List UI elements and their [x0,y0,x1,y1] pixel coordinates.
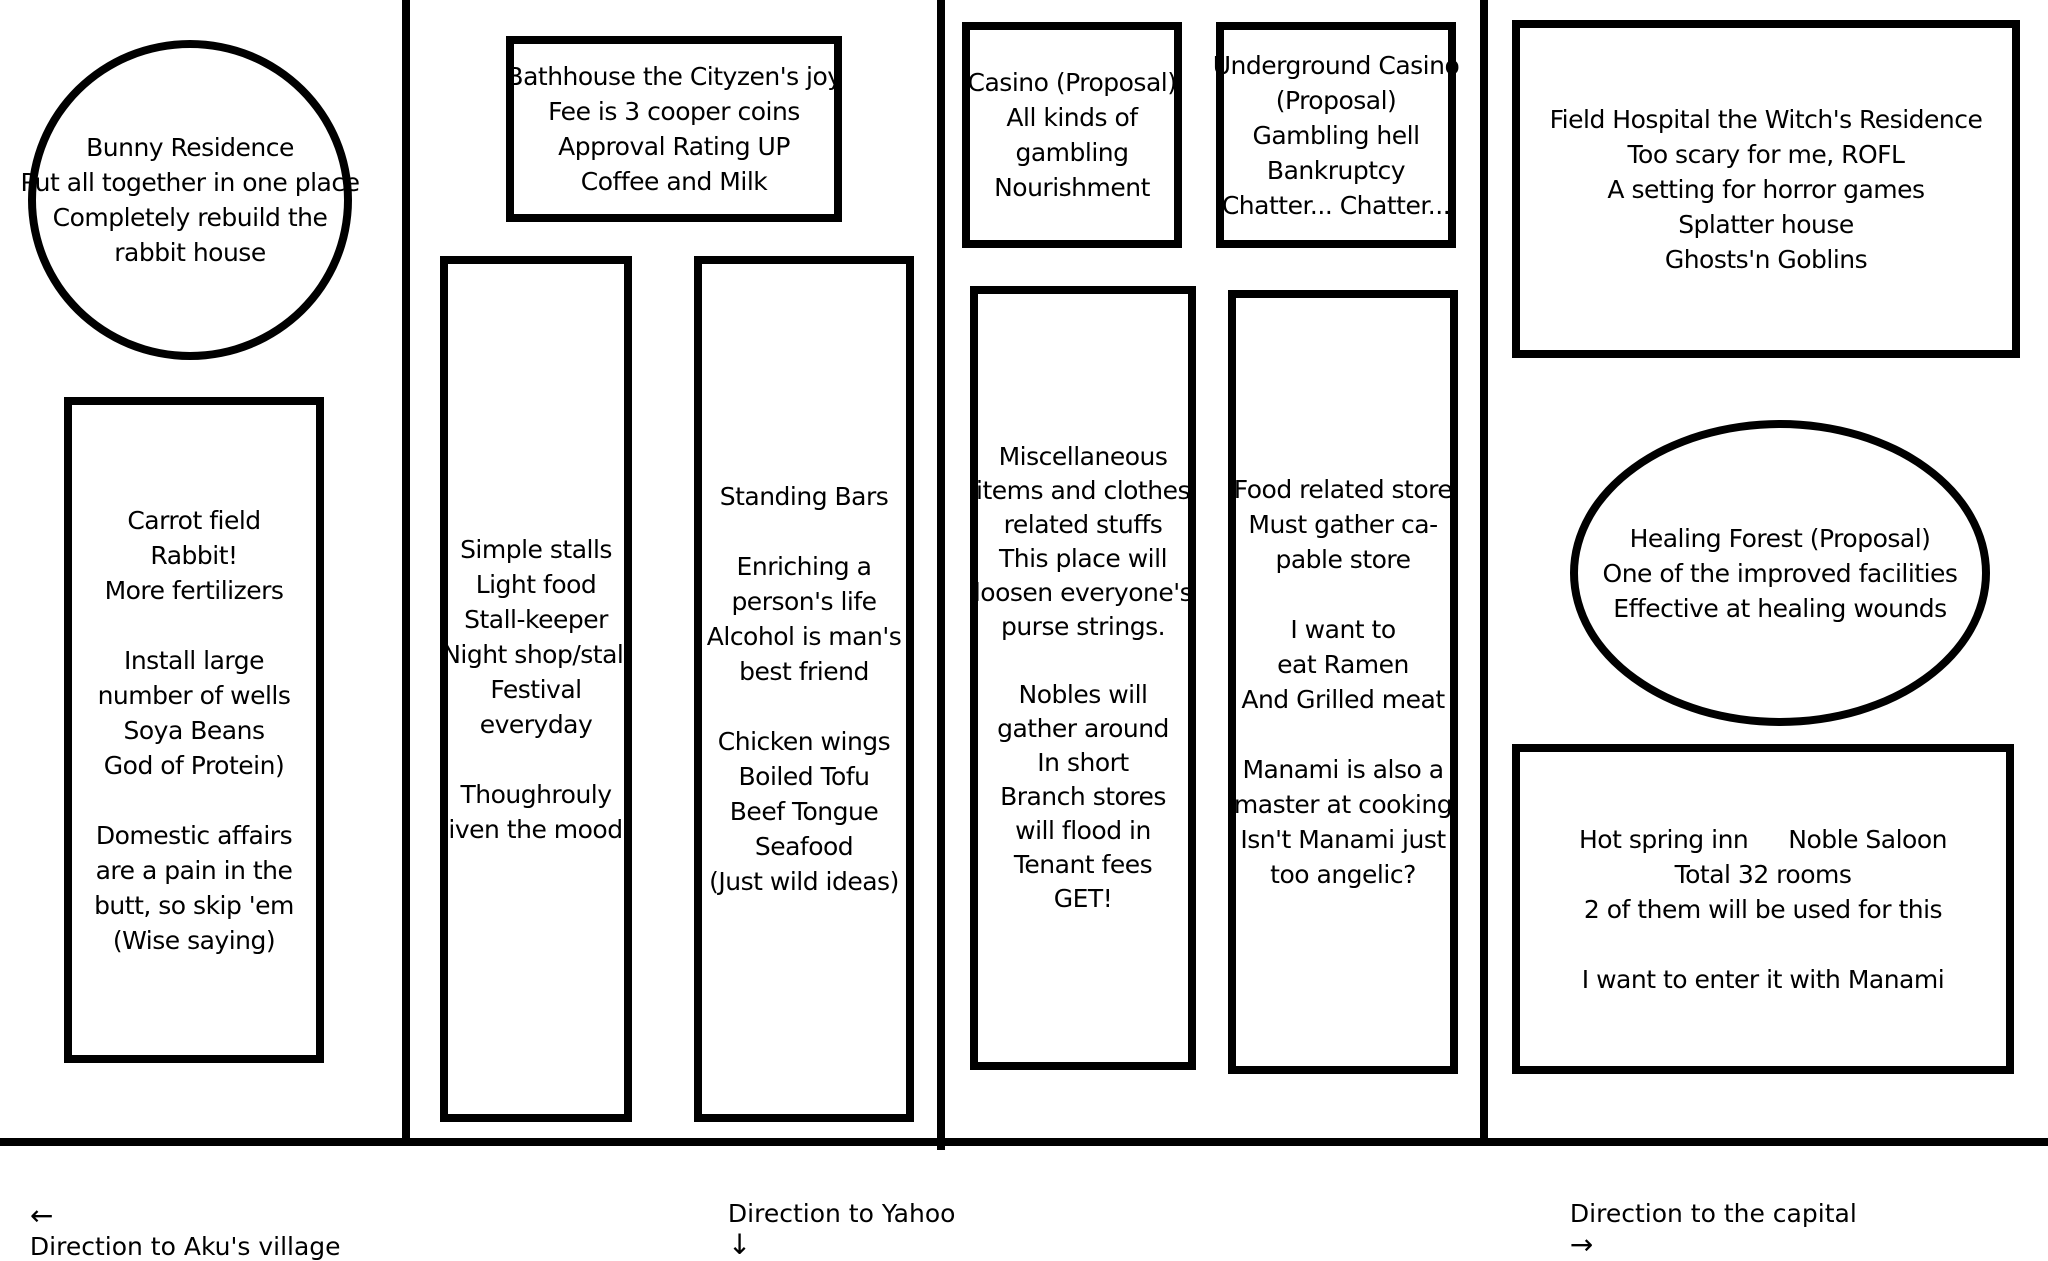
hot-spring-inn-header [1579,822,1947,857]
casino-text: Casino (Proposal) All kinds of gambling Nourishment [967,68,1177,202]
bathhouse [506,36,842,222]
hot-spring-inn-text: Total 32 rooms 2 of them will be used for this I want to enter it with Manami [1581,859,1945,994]
standing-bars [694,256,914,1122]
field-hospital [1512,20,2020,358]
direction-aku-village [14,1170,341,1261]
direction-aku-village-label: Direction to Aku's village [29,1232,341,1261]
direction-capital-label: Direction to the capital [1569,1199,1857,1228]
healing-forest-text: Healing Forest (Proposal) One of the improved facilities Effective at healing wounds [1602,523,1958,623]
simple-stalls-text: Simple stalls Light food Stall-keeper Night shop/stall Festival everyday Thoughrouly liven the mood. [441,534,631,844]
direction-yahoo-label: Direction to Yahoo [727,1199,956,1228]
standing-bars-text: Standing Bars Enriching a person's life Alcohol is man's best friend Chicken wings Boiled Tofu Beef Tongue Seafood (Just wild ideas) [706,482,902,896]
food-store [1228,290,1458,1074]
vertical-road-right [1480,0,1488,1146]
underground-casino [1212,22,1460,248]
direction-capital [1554,1170,1857,1261]
carrot-field-text: Carrot field Rabbit! More fertilizers Install large number of wells Soya Beans God of Protein) Domestic affairs are a pain in the butt, so skip 'em (Wise saying) [94,505,294,955]
right-arrow-icon: → [1569,1228,1594,1261]
vertical-road-middle [937,0,945,1150]
noble-saloon-label: Noble Saloon [1788,824,1947,854]
horizontal-main-road [0,1138,2048,1146]
simple-stalls [440,256,632,1122]
bunny-residence [20,40,360,360]
bathhouse-text: Bathhouse the Cityzen's joy Fee is 3 cooper coins Approval Rating UP Coffee and Milk [506,62,842,196]
bunny-residence-text: Bunny Residence Put all together in one place Completely rebuild the rabbit house [20,133,360,267]
miscellaneous-store [970,286,1196,1070]
casino [962,22,1182,248]
healing-forest [1570,420,1990,726]
field-hospital-text: Field Hospital the Witch's Residence Too scary for me, ROFL A setting for horror games Splatter house Ghosts'n Goblins [1549,104,1983,274]
food-store-text: Food related store Must gather ca- pable store I want to eat Ramen And Grilled meat Manami is also a master at cooking Isn't Manami just too angelic? [1233,475,1453,889]
direction-yahoo [712,1170,955,1261]
hot-spring-inn [1512,744,2014,1074]
hot-spring-inn-content [1579,822,1947,997]
down-arrow-icon: ↓ [727,1228,752,1261]
vertical-road-left [402,0,410,1142]
left-arrow-icon: ← [29,1199,54,1232]
hot-spring-inn-label: Hot spring inn [1579,824,1749,854]
carrot-field [64,397,324,1063]
miscellaneous-store-text: Miscellaneous items and clothes related stuffs This place will loosen everyone's purse strings. Nobles will gather around In short Branch stores will flood in Tenant fees GET! [973,442,1193,913]
underground-casino-text: Underground Casino (Proposal) Gambling hell Bankruptcy Chatter... Chatter... [1212,50,1460,220]
